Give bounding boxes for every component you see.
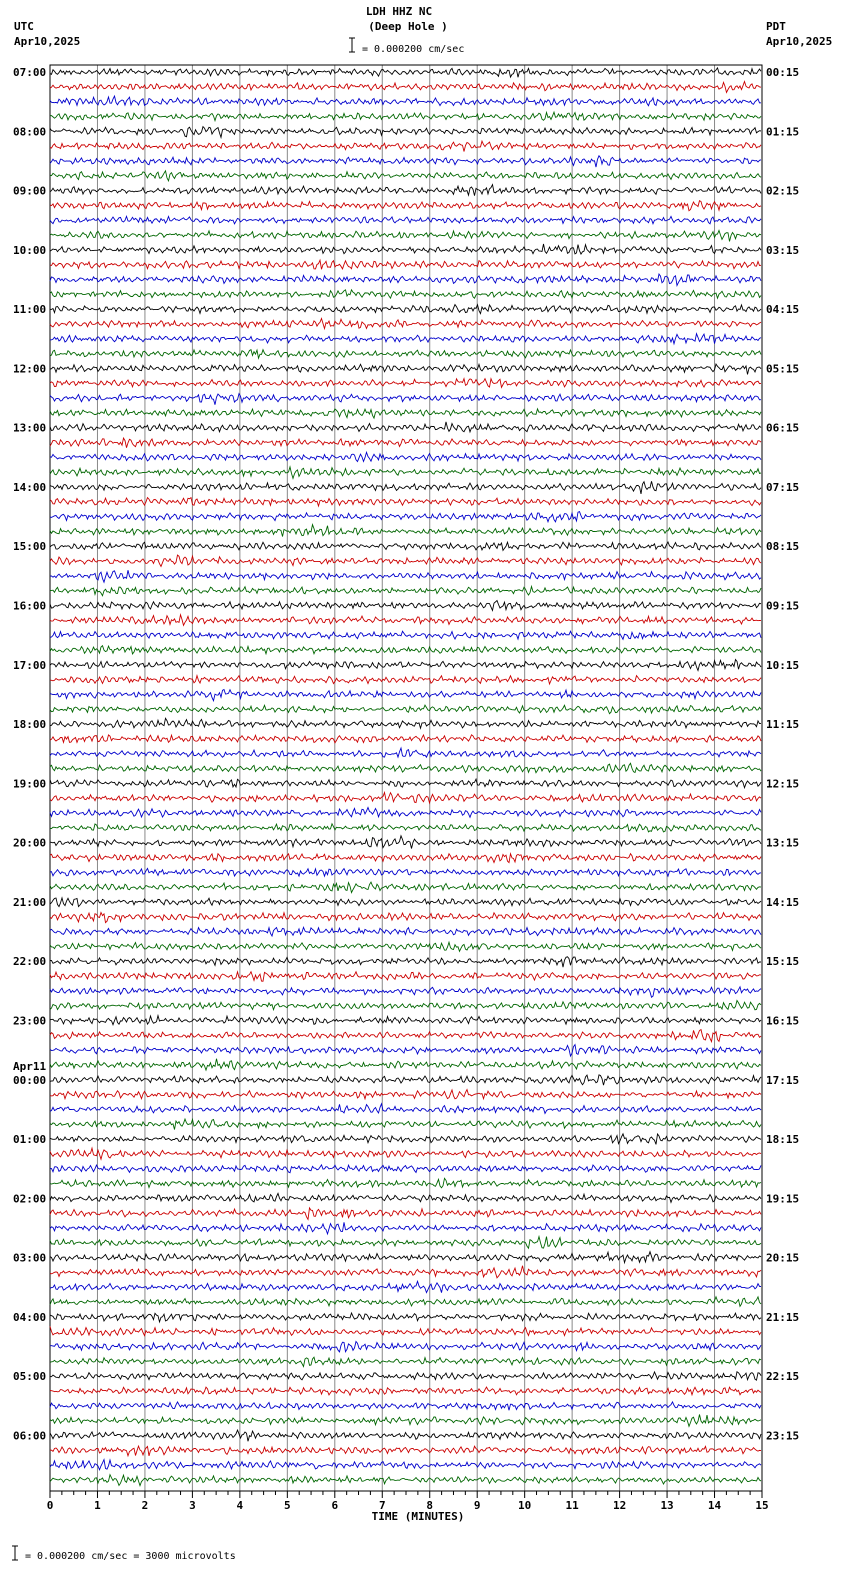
utc-hour-label: 14:00 — [13, 480, 47, 494]
utc-hour-label: 12:00 — [13, 362, 47, 376]
seismic-trace — [50, 141, 761, 151]
x-tick-label: 5 — [284, 1499, 291, 1512]
seismic-trace — [50, 452, 761, 461]
x-tick-label: 7 — [378, 1499, 386, 1512]
seismic-trace — [50, 230, 761, 241]
pdt-hour-label: 08:15 — [766, 540, 800, 554]
seismic-trace — [50, 808, 761, 818]
seismic-trace — [50, 646, 761, 654]
seismic-trace — [50, 854, 761, 863]
pdt-hour-label: 09:15 — [766, 599, 800, 613]
seismic-trace — [50, 409, 761, 418]
seismic-trace — [50, 1460, 761, 1470]
seismic-trace — [50, 942, 761, 951]
utc-hour-label: 07:00 — [13, 66, 47, 79]
seismic-trace — [50, 1281, 761, 1292]
seismic-trace — [50, 882, 761, 893]
station-title: LDH HHZ NC — [365, 5, 433, 18]
seismic-trace — [50, 364, 761, 374]
seismic-trace — [50, 718, 761, 728]
seismic-trace — [50, 1148, 761, 1159]
seismic-trace — [50, 1415, 761, 1427]
pdt-hour-label: 18:15 — [766, 1133, 800, 1147]
utc-hour-label: 16:00 — [13, 599, 47, 613]
seismic-trace — [50, 555, 761, 566]
x-tick-label: 10 — [518, 1499, 532, 1512]
x-tick-label: 14 — [707, 1499, 722, 1512]
utc-hour-label: 22:00 — [13, 955, 47, 969]
seismic-trace — [50, 96, 761, 106]
pdt-hour-label: 05:15 — [766, 362, 800, 376]
plot-frame — [50, 65, 762, 1491]
utc-hour-label: 03:00 — [13, 1251, 47, 1265]
pdt-hour-label: 04:15 — [766, 303, 800, 317]
seismic-trace — [50, 1342, 761, 1352]
seismic-trace — [50, 438, 761, 448]
seismic-trace — [50, 660, 761, 671]
right-timezone: PDT — [766, 20, 786, 33]
seismic-trace — [50, 972, 761, 982]
seismic-trace — [50, 525, 761, 537]
seismic-trace — [50, 631, 761, 639]
seismic-trace — [50, 350, 761, 359]
pdt-hour-label: 15:15 — [766, 955, 800, 969]
pdt-hour-label: 11:15 — [766, 718, 800, 732]
seismic-trace — [50, 987, 761, 997]
utc-hour-label: 01:00 — [13, 1133, 47, 1147]
right-date: Apr10,2025 — [766, 35, 833, 48]
x-tick-label: 3 — [189, 1499, 196, 1512]
seismic-trace — [50, 1326, 761, 1335]
seismic-trace — [50, 127, 761, 138]
seismic-trace — [50, 1357, 761, 1366]
seismic-trace — [50, 334, 761, 344]
x-tick-label: 15 — [755, 1499, 769, 1512]
seismic-trace — [50, 201, 761, 211]
date-change-label: Apr11 — [13, 1059, 47, 1073]
seismic-trace — [50, 676, 761, 684]
utc-hour-label: 13:00 — [13, 421, 47, 435]
pdt-hour-label: 07:15 — [766, 480, 800, 494]
seismic-trace — [50, 1178, 761, 1188]
seismic-trace — [50, 836, 761, 849]
utc-hour-label: 04:00 — [13, 1310, 47, 1324]
seismic-trace — [50, 1090, 761, 1099]
x-tick-label: 2 — [141, 1499, 149, 1512]
pdt-hour-label: 16:15 — [766, 1014, 800, 1028]
x-axis-label: TIME (MINUTES) — [371, 1510, 465, 1523]
scale-label: = 0.000200 cm/sec — [362, 44, 465, 55]
seismic-trace — [50, 1165, 761, 1173]
seismic-trace — [50, 1030, 761, 1042]
pdt-hour-label: 12:15 — [766, 777, 800, 791]
pdt-hour-label: 03:15 — [766, 243, 800, 257]
seismic-trace — [50, 185, 761, 196]
seismic-trace — [50, 1297, 761, 1307]
seismic-trace — [50, 1059, 761, 1070]
seismic-trace — [50, 779, 761, 788]
seismic-trace — [50, 498, 761, 506]
seismic-trace — [50, 587, 761, 596]
utc-hour-label: 19:00 — [13, 777, 47, 791]
seismic-trace — [50, 1045, 761, 1057]
seismic-trace — [50, 1446, 761, 1456]
x-tick-label: 4 — [236, 1499, 244, 1512]
pdt-hour-label: 20:15 — [766, 1251, 800, 1265]
utc-hour-label: 02:00 — [13, 1192, 47, 1206]
utc-hour-label: 15:00 — [13, 540, 47, 554]
seismic-trace — [50, 68, 761, 77]
pdt-hour-label: 21:15 — [766, 1310, 800, 1324]
seismic-trace — [50, 1252, 761, 1263]
utc-hour-label: 11:00 — [13, 303, 47, 317]
station-subtitle: (Deep Hole ) — [368, 20, 448, 33]
seismic-trace — [50, 690, 761, 701]
seismic-trace — [50, 1313, 761, 1322]
seismic-trace — [50, 319, 761, 329]
pdt-hour-label: 19:15 — [766, 1192, 800, 1206]
seismic-trace — [50, 290, 761, 298]
seismic-trace — [50, 1134, 761, 1145]
seismic-trace — [50, 481, 761, 494]
seismic-trace — [50, 763, 761, 772]
x-tick-label: 0 — [46, 1499, 54, 1512]
seismic-trace — [50, 467, 761, 479]
left-date: Apr10,2025 — [14, 35, 81, 48]
seismic-trace — [50, 1402, 761, 1410]
seismic-trace — [50, 748, 761, 757]
seismic-trace — [50, 1193, 761, 1202]
pdt-hour-label: 13:15 — [766, 836, 800, 850]
seismic-trace — [50, 1372, 761, 1380]
seismic-trace — [50, 1119, 761, 1129]
seismic-trace — [50, 913, 761, 923]
x-tick-label: 11 — [565, 1499, 579, 1512]
seismic-trace — [50, 957, 761, 967]
seismic-trace — [50, 394, 761, 405]
seismic-trace — [50, 927, 761, 936]
x-tick-label: 13 — [660, 1499, 674, 1512]
utc-hour-label: 10:00 — [13, 243, 47, 257]
seismic-trace — [50, 1222, 761, 1234]
seismic-trace — [50, 156, 761, 167]
seismic-trace — [50, 1387, 761, 1395]
pdt-hour-label: 14:15 — [766, 895, 800, 909]
utc-hour-label: 17:00 — [13, 658, 47, 672]
seismic-trace — [50, 868, 761, 876]
seismic-trace — [50, 1475, 761, 1486]
seismic-trace — [50, 1104, 761, 1114]
seismic-trace — [50, 1208, 761, 1220]
pdt-hour-label: 00:15 — [766, 66, 800, 79]
seismic-trace — [50, 1001, 761, 1010]
footer-scale-note: = 0.000200 cm/sec = 3000 microvolts — [25, 1551, 236, 1562]
seismic-trace — [50, 512, 761, 522]
pdt-hour-label: 02:15 — [766, 184, 800, 198]
seismic-trace — [50, 615, 761, 626]
seismic-trace — [50, 1075, 761, 1085]
seismic-trace — [50, 1016, 761, 1025]
utc-hour-label: 09:00 — [13, 184, 47, 198]
utc-hour-label: 00:00 — [13, 1073, 47, 1087]
seismic-trace — [50, 305, 761, 314]
pdt-hour-label: 17:15 — [766, 1073, 800, 1087]
utc-hour-label: 08:00 — [13, 125, 47, 139]
seismic-trace — [50, 542, 761, 550]
seismic-trace — [50, 379, 761, 388]
x-tick-label: 12 — [612, 1499, 627, 1512]
seismic-trace — [50, 82, 761, 93]
seismic-trace — [50, 274, 761, 285]
pdt-hour-label: 22:15 — [766, 1370, 800, 1384]
seismic-trace — [50, 244, 761, 254]
seismic-trace — [50, 1430, 761, 1441]
seismic-trace — [50, 260, 761, 269]
left-timezone: UTC — [14, 20, 34, 33]
utc-hour-label: 23:00 — [13, 1014, 47, 1028]
pdt-hour-label: 01:15 — [766, 125, 800, 139]
seismic-trace — [50, 171, 761, 181]
utc-hour-label: 21:00 — [13, 895, 47, 909]
seismic-trace — [50, 216, 761, 223]
pdt-hour-label: 10:15 — [766, 658, 800, 672]
pdt-hour-label: 23:15 — [766, 1429, 800, 1443]
x-tick-label: 8 — [426, 1499, 434, 1512]
seismic-trace — [50, 705, 761, 714]
x-tick-label: 6 — [331, 1499, 339, 1512]
x-tick-label: 9 — [473, 1499, 481, 1512]
seismic-trace — [50, 824, 761, 832]
seismic-trace — [50, 793, 761, 803]
seismic-trace — [50, 601, 761, 611]
seismic-trace — [50, 570, 761, 582]
utc-hour-label: 18:00 — [13, 718, 47, 732]
utc-hour-label: 06:00 — [13, 1429, 47, 1443]
seismic-trace — [50, 898, 761, 907]
seismic-trace — [50, 1266, 761, 1278]
utc-hour-label: 05:00 — [13, 1370, 47, 1384]
utc-hour-label: 20:00 — [13, 836, 47, 850]
x-tick-label: 1 — [94, 1499, 101, 1512]
seismic-trace — [50, 422, 761, 432]
seismic-trace — [50, 1237, 761, 1249]
pdt-hour-label: 06:15 — [766, 421, 800, 435]
seismic-trace — [50, 735, 761, 743]
seismic-trace — [50, 112, 761, 121]
